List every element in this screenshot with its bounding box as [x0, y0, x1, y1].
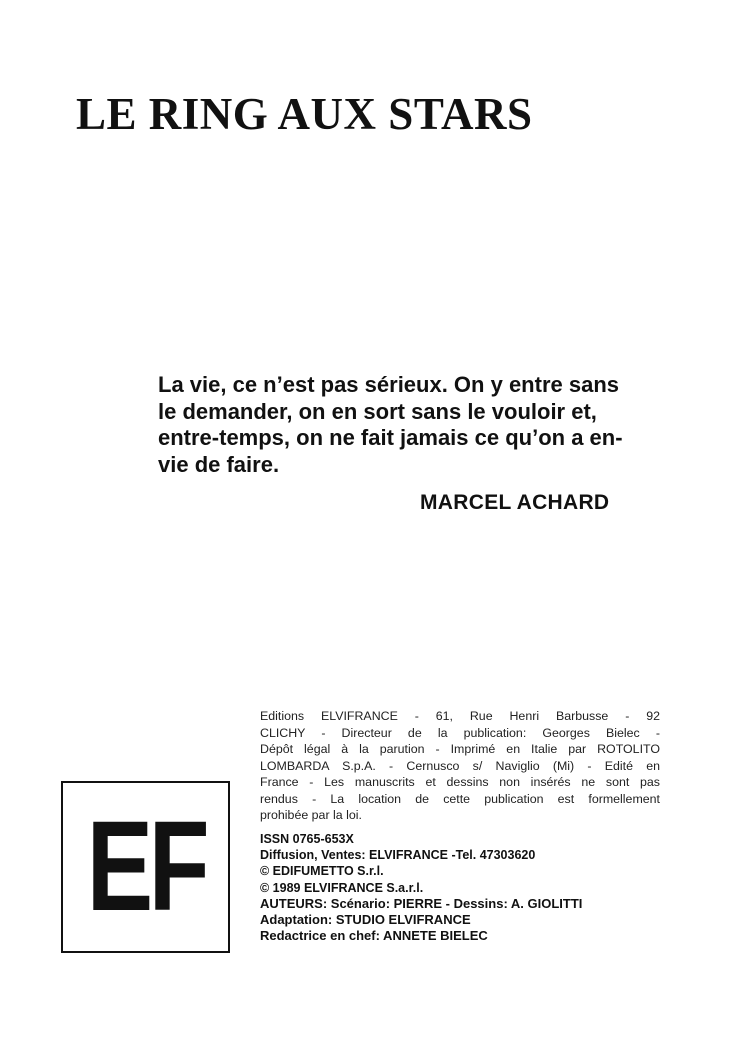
- editor-in-chief-line: Redactrice en chef: ANNETE BIELEC: [260, 928, 488, 944]
- adaptation-line: Adaptation: STUDIO ELVIFRANCE: [260, 912, 471, 928]
- legal-line: rendus - La location de cette publication est formellement: [260, 791, 660, 806]
- publisher-logo-text: EF: [86, 795, 205, 938]
- quote-author: MARCEL ACHARD: [420, 491, 610, 514]
- quote-line: La vie, ce n’est pas sérieux. On y entre sans: [158, 372, 620, 397]
- legal-line: France - Les manuscrits et dessins non insérés ne sont pas: [260, 775, 660, 789]
- page-title: LE RING AUX STARS: [76, 89, 533, 139]
- legal-notice: [260, 708, 660, 824]
- quote-line: entre-temps, on ne fait jamais ce qu’on a en-: [158, 425, 623, 450]
- legal-line: Editions ELVIFRANCE - 61, Rue Henri Barbusse - 92: [260, 709, 660, 723]
- legal-line: LOMBARDA S.p.A. - Cernusco s/ Naviglio (Mi) - Edité en: [260, 758, 660, 773]
- credits-block: [260, 831, 582, 944]
- epigraph-quote: [158, 372, 693, 478]
- legal-line: CLICHY - Directeur de la publication: Georges Bielec -: [260, 725, 660, 740]
- legal-line: Dépôt légal à la parution - Imprimé en Italie par ROTOLITO: [260, 742, 660, 756]
- quote-line: le demander, on en sort sans le vouloir et,: [158, 398, 597, 424]
- authors-line: AUTEURS: Scénario: PIERRE - Dessins: A. GIOLITTI: [260, 895, 583, 911]
- copyright-edifumetto: © EDIFUMETTO S.r.l.: [260, 864, 384, 879]
- diffusion-line: Diffusion, Ventes: ELVIFRANCE -Tel. 47303620: [260, 848, 536, 863]
- publisher-logo: [61, 781, 230, 953]
- issn-line: ISSN 0765-653X: [260, 832, 354, 846]
- copyright-elvifrance: © 1989 ELVIFRANCE S.a.r.l.: [260, 880, 424, 895]
- quote-line: vie de faire.: [158, 451, 280, 477]
- legal-line: prohibée par la loi.: [260, 808, 362, 822]
